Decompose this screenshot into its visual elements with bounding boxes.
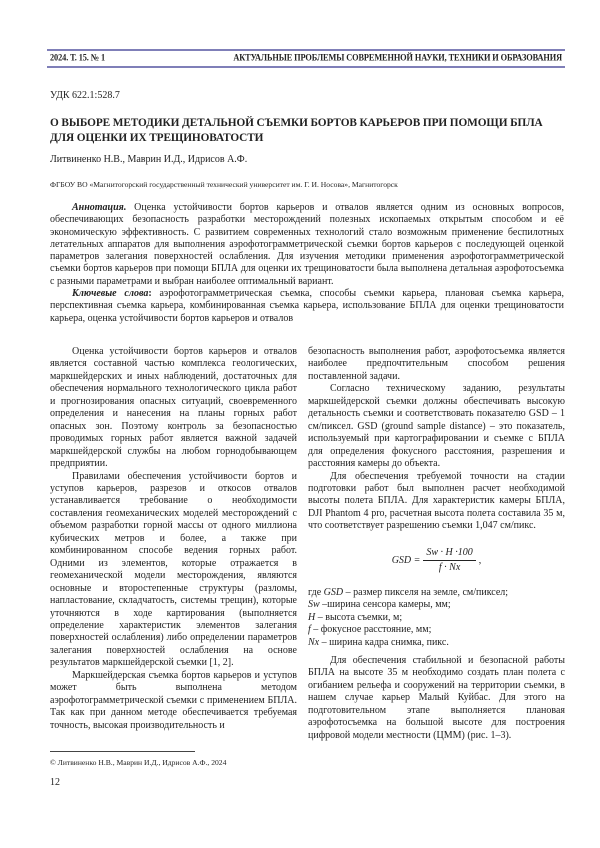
formula-lhs: GSD = [392, 555, 421, 567]
keywords-colon: : [148, 288, 151, 299]
paragraph: Для обеспечения требуемой точности на стадии подготовки работ был выполнен расчет необходимой высоты полета БПЛА. Для характеристик камеры БПЛА, DJI Phantom 4 pro, расчетная высота полета составила 35 м, что соответствует разрешению съемки 1,047 см/пикс. [308, 471, 565, 533]
keywords-text: аэрофотограмметрическая съемка, способы съемки карьера, плановая съемка карьера, перспективная съемка карьера, комбинированная съемка карьера, использование БПЛА для оценки трещиноватости карьера, оценка устойчивости бортов карьеров и отвалов [50, 288, 564, 324]
def-symbol: f [308, 624, 311, 635]
formula-trail: , [479, 555, 482, 567]
article-title: О ВЫБОРЕ МЕТОДИКИ ДЕТАЛЬНОЙ СЪЕМКИ БОРТОВ КАРЬЕРОВ ПРИ ПОМОЩИ БПЛА ДЛЯ ОЦЕНКИ ИХ ТРЕЩИНОВАТОСТИ [50, 116, 565, 146]
definitions-list [308, 587, 565, 649]
def-symbol: H [308, 612, 315, 623]
keywords [50, 288, 564, 325]
formula-numerator: Sw · H ·100 [423, 547, 475, 561]
abstract [50, 202, 564, 288]
def-symbol: Sw [308, 599, 320, 610]
running-header [50, 52, 562, 62]
definition-item [308, 612, 565, 624]
left-column [50, 346, 297, 732]
definition-item [308, 624, 565, 636]
paragraph: Оценка устойчивости бортов карьеров и отвалов является составной частью комплекса геологических, маркшейдерских и иных наблюдений, достаточных для обеспечения нормального технологического цикла работ и прогнозирования опасных ситуаций, своевременного определения и нанесения на планы горных работ опасных зон. Поэтому контроль за безопасностью проводимых горных работ является важной задачей маркшейдерской службы на любом горнодобывающем предприятии. [50, 346, 297, 471]
udk-code: УДК 622.1:528.7 [50, 90, 120, 101]
abstract-block [50, 202, 564, 325]
paragraph: Маркшейдерская съемка бортов карьеров и уступов может быть выполнена методом аэрофотограмметрической съемки с применением БПЛА. Так как при данном методе обеспечивается требуемая точность, высокая производительность и [50, 670, 297, 732]
journal-name: АКТУАЛЬНЫЕ ПРОБЛЕМЫ СОВРЕМЕННОЙ НАУКИ, ТЕХНИКИ И ОБРАЗОВАНИЯ [233, 52, 562, 62]
def-text: – ширина кадра снимка, пикс. [319, 637, 449, 648]
formula-denominator: f · Nx [439, 561, 460, 574]
def-symbol: GSD [324, 587, 343, 598]
definition-item [308, 637, 565, 649]
footnote-rule [50, 751, 195, 752]
affiliation: ФГБОУ ВО «Магнитогорский государственный технический университет им. Г. И. Носова», Магнитогорск [50, 180, 398, 189]
page-number: 12 [50, 777, 60, 788]
def-text: –ширина сенсора камеры, мм; [320, 599, 451, 610]
abstract-text: Оценка устойчивости бортов карьеров и отвалов является одним из основных вопросов, обеспечивающих безопасность разработки месторождений полезных ископаемых открытым способом и её экономическую эффективность. С развитием современных технологий стало возможным применение беспилотных летательных аппаратов для выполнения аэрофотограмметрической съемки бортов карьеров с последующей оценкой параметров залегания поверхностей ослабления. Для изучения методики применения аэрофотограмметрической съемки бортов карьеров при помощи БПЛА для оценки их трещиноватости была выполнена детальная аэрофотосъемка с разными параметрами и выбран наиболее оптимальный вариант. [50, 202, 564, 287]
abstract-label: Аннотация. [72, 202, 126, 213]
issue-info: 2024. Т. 15. № 1 [50, 52, 105, 62]
right-column [308, 346, 565, 742]
definition-item [308, 599, 565, 611]
paragraph: Правилами обеспечения устойчивости бортов и уступов карьеров, разрезов и откосов отвалов устанавливается требование о необходимости составления геомеханических моделей месторождений с объемом разработки горной массы от одного миллиона кубических метров и более, а также при комбинированном способе ведения горных работ. Одними из элементов, которые отражается в геомеханической модели месторождения, являются основные и второстепенные структуры (разломы, напластование, складчатость, системы трещин), которые уточняются в ходе картирования (выполняется определение характеристик элементов залегания поверхностей ослабления) либо определении параметров залегания поверхностей ослабления на основе результатов маркшейдерской съемки [1, 2]. [50, 471, 297, 670]
def-text: – высота съемки, м; [315, 612, 402, 623]
def-text: – размер пикселя на земле, см/пиксел; [343, 587, 508, 598]
def-prefix: где [308, 587, 324, 598]
copyright-footnote: © Литвиненко Н.В., Маврин И.Д., Идрисов А.Ф., 2024 [50, 758, 226, 767]
definition-item [308, 587, 565, 599]
header-top-rule [47, 49, 565, 51]
keywords-label: Ключевые слова [72, 288, 148, 299]
formula-fraction [423, 547, 475, 575]
paragraph: Для обеспечения стабильной и безопасной работы БПЛА на высоте 35 м необходимо создать план полета с огибанием рельефа и сооружений на территории съемки, в нашем случае карьер Малый Куйбас. Для этого на подготовительном этапе выполняется плановая аэрофотосъемка на большой высоте для построения цифровой модели местности (ЦММ) (рис. 1–3). [308, 655, 565, 742]
def-text: – фокусное расстояние, мм; [311, 624, 432, 635]
paragraph: Согласно техническому заданию, результаты маркшейдерской съемки должны обеспечивать высокую детальность съемки и соответствовать показателю GSD – 1 см/пиксел. GSD (ground sample distance) – это показатель, используемый при картографировании и съемке с БПЛА для определения фокусного расстояния, разрешения и расстояния камеры до объекта. [308, 383, 565, 470]
gsd-formula [308, 547, 565, 575]
def-symbol: Nx [308, 637, 319, 648]
paragraph: безопасность выполнения работ, аэрофотосъемка является наиболее предпочтительным способом решения поставленной задачи. [308, 346, 565, 383]
header-bottom-rule [47, 66, 565, 68]
authors: Литвиненко Н.В., Маврин И.Д., Идрисов А.Ф. [50, 154, 247, 165]
